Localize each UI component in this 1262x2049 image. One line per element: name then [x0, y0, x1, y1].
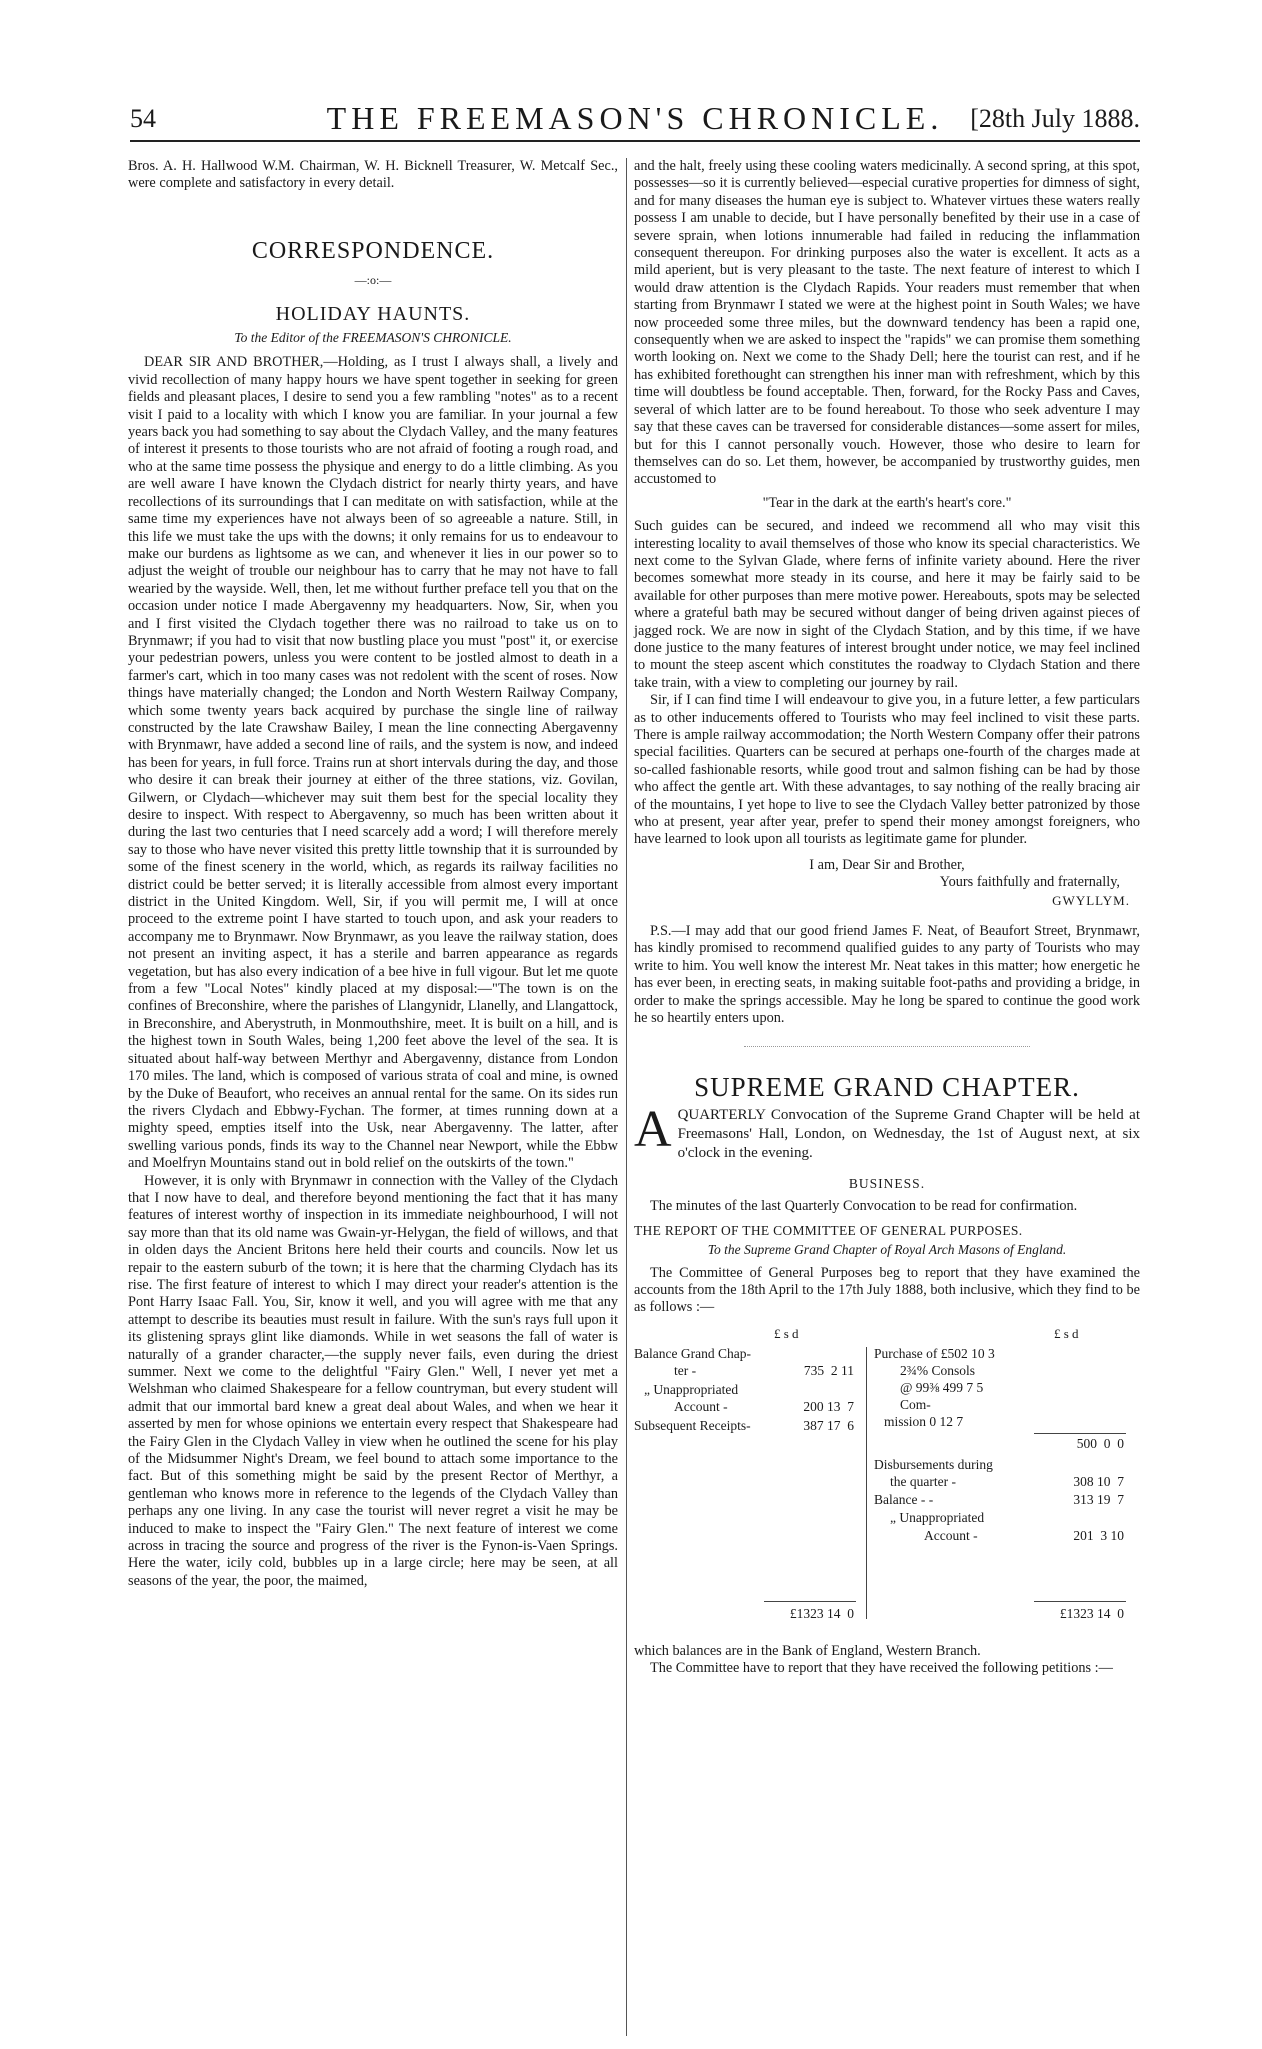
- article-paragraph: and the halt, freely using these cooling waters medicinally. A second spring, at this spot, possesses—so it is currently believed—especial curative properties for dimness of sight, and for many diseases the human eye is subject to. Whatever virtues these waters really possess I am unable to decide, but I have personally benefited by their use in a case of severe sprain, when lotions innumerable had failed in reducing the inflammation consequent thereupon. For drinking purposes also the water is excellent. It acts as a mild aperient, but is very pleasant to the taste. The next feature of interest to which I would draw attention is the Clydach Rapids. Your readers must remember that when starting from Brynmawr I stated we were at the highest point in South Wales; we have now proceeded some three miles, but the downward tendency has been a rapid one, consequently when we are asked to inspect the "rapids" we can promise them something worth looking on. Next we come to the Shady Dell; here the tourist can rest, and if he has exhibited forethought can strengthen his inner man with refreshment, which by this time will doubtless be found acceptable. Then, forward, for the Rocky Pass and Caves, several of which latter are to be found hereabout. To those who seek adventure I may say that these caves can be traversed for considerable distances—some assert for miles, but for this I cannot personally vouch. However, those who desire to learn for themselves can do so. Let them, however, be accompanied by trustworthy guides, men accustomed to: [634, 158, 1140, 488]
- subtotal-rule: [1034, 1433, 1126, 1434]
- header-rule: [130, 140, 1140, 142]
- payment-label: Purchase of £502 10 3: [874, 1345, 995, 1361]
- correspondence-heading: CORRESPONDENCE.: [251, 237, 495, 264]
- page-header: [130, 98, 1140, 142]
- accounts-header-left: £ s d: [774, 1325, 799, 1341]
- article-paragraph: Sir, if I can find time I will endeavour to give you, in a future letter, a few particulars as to other inducements offered to Tourists who may feel inclined to visit these parts. There is ample railway accommodation; the North Western Company offer their patrons special facilities. Quarters can be secured at perhaps one-fourth of the charges made at so-called fashionable resorts, while good trout and salmon fishing can be had by those who affect the gentle art. With these advantages, to say nothing of the really bracing air of the mountains, I yet hope to live to see the Clydach Valley better patronized by those who at present, year after year, prefer to spend their money amongst foreigners, who have learned to look upon all tourists as legitimate game for plunder.: [634, 692, 1140, 848]
- sgc-heading: SUPREME GRAND CHAPTER.: [694, 1071, 1080, 1102]
- business-heading: BUSINESS.: [848, 1175, 926, 1191]
- payment-amount: 201 3 10: [1073, 1527, 1124, 1543]
- payment-label: Disbursements during: [874, 1456, 993, 1472]
- payments-total: £1323 14 0: [1059, 1605, 1124, 1621]
- section-ornament: —:o:—: [354, 273, 392, 288]
- payment-label: Balance - -: [874, 1491, 934, 1507]
- quotation: "Tear in the dark at the earth's heart's core.": [762, 494, 1012, 511]
- publication-title: THE FREEMASON'S CHRONICLE.: [326, 100, 944, 136]
- sgc-intro-text: QUARTERLY Convocation of the Supreme Grand Chapter will be held at Freemasons' Hall, London, on Wednesday, the 1st of August next, at six o'clock in the evening.: [677, 1106, 1140, 1161]
- payment-label: Com-: [900, 1396, 931, 1412]
- payment-label: „ Unappropriated: [890, 1509, 985, 1525]
- minutes-item: The minutes of the last Quarterly Convocation to be read for confirmation.: [650, 1198, 1078, 1215]
- total-rule: [764, 1601, 856, 1602]
- report-text: The Committee of General Purposes beg to report that they have examined the accounts from the 18th April to the 17th July 1888, both inclusive, which they find to be as follows :—: [634, 1264, 1140, 1316]
- payment-label: mission 0 12 7: [884, 1413, 964, 1429]
- signature: GWYLLYM.: [1052, 892, 1130, 908]
- receipt-label: ter -: [674, 1362, 697, 1378]
- receipt-label: „ Unappropriated: [644, 1381, 739, 1397]
- closing-line-2: Yours faithfully and fraternally,: [939, 874, 1120, 891]
- sgc-intro: [634, 1100, 1140, 1163]
- separator: [744, 1046, 1030, 1047]
- receipts-total: £1323 14 0: [789, 1605, 854, 1621]
- left-column: [128, 158, 618, 1590]
- report-heading: THE REPORT OF THE COMMITTEE OF GENERAL PURPOSES.: [634, 1222, 1023, 1238]
- receipt-label: Balance Grand Chap-: [634, 1345, 751, 1361]
- article-paragraph: However, it is only with Brynmawr in connection with the Valley of the Clydach that I now have to deal, and therefore beyond mentioning the fact that it has many features of interest worthy of inspection in its immediate neighbourhood, I will not say more than that its old name was Gwain-yr-Helygan, the field of willows, and that in olden days the Ancient Britons here held their courts and councils. Now let us repair to the eastern suburb of the town; it is here that the charming Clydach has its rise. The first feature of interest to which I may direct your reader's attention is the Pont Harry Isaac Fall. You, Sir, know it well, and you will agree with me that any attempt to describe its beauties must result in failure. With the sun's rays full upon it its glistening sprays glint like diamonds. While in wet seasons the fall of water is naturally of a grander character,—the supply never fails, even during the driest summer. Next we come to the delightful "Fairy Glen." Well, I never yet met a Welshman who claimed Shakespeare for a fellow countryman, but every student will admit that our immortal bard knew a great deal about Wales, and when we hear it asserted by men for whose opinions we entertain every respect that Shakespeare had the Fairy Glen in the Clydach Valley in view when he outlined the scene for his play of the Midsummer Night's Dream, we feel bound to attach some importance to the fact. But of this something might be said by the present Rector of Merthyr, a gentleman who knows more in reference to the legends of the Clydach Valley than perhaps any one living. In any case the tourist will never regret a visit he may be induced to make to inspect the "Fairy Glen." The next feature of interest we come across in tracing the source and progress of the river is the Fynon-is-Vaen Springs. Here the water, icily cold, bubbles up in a large circle; here may be seen, at all seasons of the year, the poor, the maimed,: [128, 1172, 618, 1589]
- receipt-label: Account -: [674, 1398, 728, 1414]
- total-rule: [1034, 1601, 1126, 1602]
- article-paragraph: DEAR SIR AND BROTHER,—Holding, as I trust I always shall, a lively and vivid recollection of many happy hours we have spent together in seeking for green fields and pleasant places, I desire to send you a few rambling "notes" as to a recent visit I paid to a locality with which I know you are familiar. In your journal a few years back you had something to say about the Clydach Valley, and the many features of interest it presents to those tourists who are not afraid of footing a rough road, and who at the same time possess the physique and energy to do a little climbing. As you are well aware I have known the Clydach district for nearly thirty years, and have recollections of its surroundings that I can meditate on with satisfaction, while at the same time my experiences have not always been of so agreeable a nature. Still, in this life we must take the ups with the downs; it only remains for us to endeavour to make our burdens as lightsome as we can, and whenever it lies in our power so to adjust the weight of trouble our neighbour has to carry that he may not have to fall wearied by the wayside. Well, then, let me without further preface tell you that on the occasion under notice I made Abergavenny my headquarters. Now, Sir, when you and I first visited the Clydach together there was no railroad to take us on to Brynmawr; if you had to visit that now bustling place you must "post" it, or exercise your pedestrian powers, unless you were content to be jostled almost to death in a farmer's cart, which in too many cases was not redolent with the scent of roses. Now things have materially changed; the London and North Western Railway Company, which some twenty years back acquired by purchase the single line of railway constructed by the late Crawshaw Bailey, I mean the line connecting Abergavenny with Brynmawr, have added a second line of rails, and the system is now, and indeed has been for years, in full force. Trains run at short intervals during the day, and those who desire it can break their journey at either of the three stations, viz. Govilan, Gilwern, or Clydach—whichever may suit them best for the special locality they desire to inspect. With respect to Abergavenny, so much has been written about it during the last two centuries that I need scarcely add a word; I will therefore merely say to those who have never visited this pretty little township that it is surrounded by some of the finest scenery in the world, which, as regards its railway facilities no district could be better served; it is literally accessible from almost every important district in the United Kingdom. Well, Sir, if you will permit me, I will at once proceed to the extreme point I have started to touch upon, and ask your readers to accompany me to Brynmawr. Now Brynmawr, as you leave the railway station, does not present an inviting aspect, it has a sterile and barren appearance as regards vegetation, but has also every indication of a bee hive in full vigour. But let me quote from a few "Local Notes" kindly placed at my disposal:—"The town is on the confines of Breconshire, where the parishes of Llangynidr, Llanelly, and Llangattock, in Breconshire, and Aberystruth, in Monmouthshire, meet. It is built on a hill, and is the highest town in South Wales, being 1,200 feet above the level of the sea. It is situated about half-way between Merthyr and Abergavenny, distance from London 170 miles. The land, which is composed of various strata of coal and mine, is owned by the Duke of Beaufort, who receives an annual rental for the same. On its sides run the rivers Clydach and Ebbwy-Fychan. The former, at times running down at a mighty speed, empties itself into the Usk, near Abergavenny. The latter, after swelling various ponds, finds its way to the Channel near Newport, while the Ebbw and Moelfryn Mountains stand out in bold relief on the outskirts of the town.": [128, 354, 618, 1172]
- lodge-intro: Bros. A. H. Hallwood W.M. Chairman, W. H. Bicknell Treasurer, W. Metcalf Sec., were complete and satisfactory in every detail.: [128, 158, 618, 192]
- after-accounts: which balances are in the Bank of England, Western Branch.: [634, 1642, 981, 1659]
- receipt-label: Subsequent Receipts-: [634, 1417, 751, 1433]
- accounts-header-right: £ s d: [1054, 1325, 1079, 1341]
- column-divider: [626, 158, 627, 2036]
- receipt-amount: 387 17 6: [803, 1417, 854, 1433]
- report-addressee: To the Supreme Grand Chapter of Royal Arch Masons of England.: [707, 1242, 1067, 1258]
- article-paragraph: Such guides can be secured, and indeed we recommend all who may visit this interesting locality to avail themselves of those who know its special characteristics. We next come to the Sylvan Glade, where ferns of infinite variety abound. Here the river becomes somewhat more steady in its course, and here it may be fairly said to be available for other purposes than mere motive power. Hereabouts, spots may be selected where a grateful bath may be secured without danger of being driven against pieces of jagged rock. We are now in sight of the Clydach Station, and by this time, if we have done justice to the many features of interest brought under notice, we may feel inclined to mount the steep ascent which constitutes the roadway to Clydach Station and there take train, with a view to completing our journey by rail.: [634, 518, 1140, 691]
- payment-amount: 500 0 0: [1076, 1435, 1124, 1451]
- payment-label: @ 99⅜ 499 7 5: [900, 1379, 984, 1395]
- receipt-amount: 200 13 7: [803, 1398, 854, 1414]
- payment-label: the quarter -: [890, 1473, 956, 1489]
- drop-cap: A: [634, 1100, 672, 1158]
- issue-date: [28th July 1888.: [970, 104, 1140, 133]
- accounts-table: [634, 1325, 1140, 1639]
- payment-label: 2¾% Consols: [900, 1362, 976, 1378]
- accounts-divider: [866, 1347, 867, 1619]
- article-title: HOLIDAY HAUNTS.: [275, 302, 471, 325]
- payment-label: Account -: [924, 1527, 978, 1543]
- payment-amount: 313 19 7: [1073, 1491, 1124, 1507]
- right-column: [634, 158, 1140, 1678]
- page-number: 54: [130, 104, 156, 133]
- petitions-line: The Committee have to report that they have received the following petitions :—: [650, 1660, 1113, 1677]
- receipt-amount: 735 2 11: [803, 1362, 854, 1378]
- payment-amount: 308 10 7: [1073, 1473, 1124, 1489]
- postscript: P.S.—I may add that our good friend James F. Neat, of Beaufort Street, Brynmawr, has kindly promised to recommend qualified guides to any party of Tourists who may write to him. You well know the interest Mr. Neat takes in this matter; how energetic he has ever been, in erecting seats, in making suitable foot-paths and providing a bridge, in order to make the springs accessible. May he long be spared to continue the good work he so heartily enters upon.: [634, 923, 1140, 1027]
- closing-line: I am, Dear Sir and Brother,: [809, 856, 965, 873]
- editor-address: To the Editor of the FREEMASON'S CHRONICLE.: [234, 330, 512, 346]
